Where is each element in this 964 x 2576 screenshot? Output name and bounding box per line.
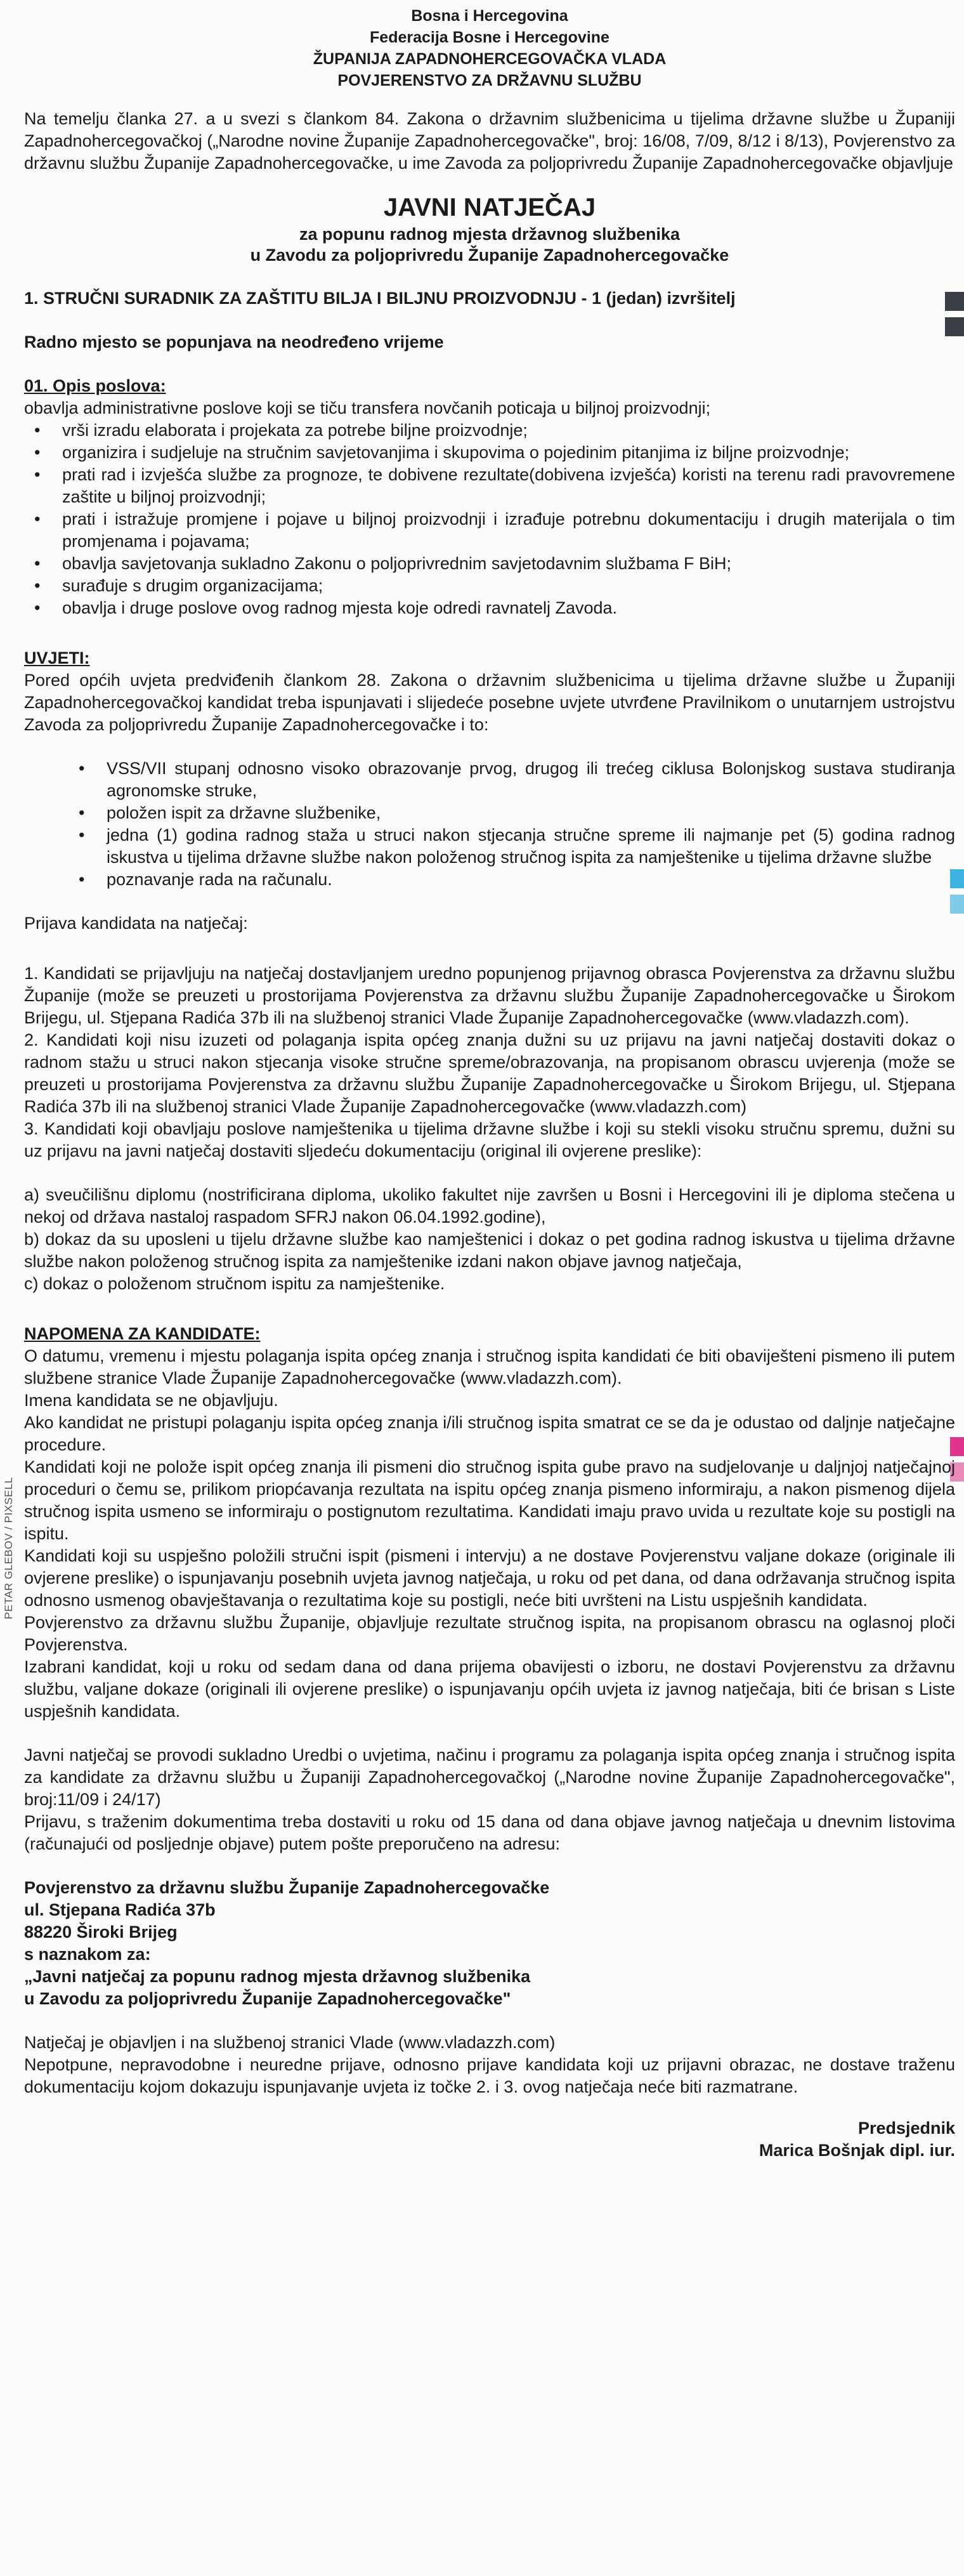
subtitle-line-1: za popunu radnog mjesta državnog službenika bbox=[299, 225, 681, 244]
duty-item: • vrši izradu elaborata i projekata za potrebe biljne proizvodnje; bbox=[62, 419, 955, 442]
header-country: Bosna i Hercegovina bbox=[411, 7, 568, 25]
mailing-address bbox=[24, 1877, 955, 2010]
note-paragraph: Imena kandidata se ne objavljuju. bbox=[24, 1391, 278, 1410]
duty-item: • organizira i sudjeluje na stručnim savjetovanjima i skupovima o pojedinim pitanjima iz biljne proizvodnje; bbox=[62, 442, 955, 464]
intro-paragraph: Na temelju članka 27. a u svezi s člankom 84. Zakona o državnim službenicima u tijelima državne službe u Županiji Zapadnohercegovačkoj („Narodne novine Županije Zapadnohercegovačke", broj: 16/08, 7/09, 8/12 i 8/13), Povjerenstvo za državnu službu Županije Zapadnohercegovačke, u ime Zavoda za poljoprivredu Županije Zapadnohercegovačke objavljuje bbox=[24, 109, 955, 173]
note-heading: NAPOMENA ZA KANDIDATE: bbox=[24, 1324, 261, 1343]
signature-block bbox=[24, 2117, 955, 2162]
condition-item: • VSS/VII stupanj odnosno visoko obrazovanje prvog, drugog ili trećeg ciklusa Bolonjskog sustava studiranja agronomske struke, bbox=[107, 758, 955, 802]
header-government: ŽUPANIJA ZAPADNOHERCEGOVAČKA VLADA bbox=[313, 50, 667, 68]
condition-item: • jedna (1) godina radnog staža u struci nakon stjecanja stručne spreme ili najmanje pet (5) godina radnog iskustva u tijelima državne službe nakon položenog stručnog ispita za namještenike u tijelima državne službe bbox=[107, 824, 955, 869]
duties-intro: obavlja administrativne poslove koji se tiču transfera novčanih poticaja u biljnoj proizvodnji; bbox=[24, 398, 711, 417]
note-paragraph: O datumu, vremenu i mjestu polaganja ispita općeg znanja i stručnog ispita kandidati će biti obaviješteni pismeno ili putem službene stranice Vlade Županije Zapadnohercegovačke (www.vladazzh.com). bbox=[24, 1346, 955, 1388]
conditions-list bbox=[24, 758, 955, 891]
duty-item: • prati rad i izvješća službe za prognoze, te dobivene rezultate(dobivena izvješća) koristi na terenu radi pravovremene zaštite u biljnoj proizvodnji; bbox=[62, 464, 955, 508]
closing-incomplete-note: Nepotpune, nepravodobne i neuredne prijave, odnosno prijave kandidata koji uz prijavni obrazac, ne dostave traženu dokumentaciju kojom dokazuju ispunjavanje uvjeta iz točke 2. i 3. ovog natječaja neće biti razmatrane. bbox=[24, 2055, 955, 2096]
address-recipient: Povjerenstvo za državnu službu Županije Zapadnohercegovačke bbox=[24, 1878, 550, 1897]
announcement bbox=[24, 0, 955, 2162]
photo-credit-text: PETAR GLEBOV / PIXSELL bbox=[3, 1476, 15, 1620]
condition-item: • poznavanje rada na računalu. bbox=[107, 869, 955, 891]
duty-item: • obavlja savjetovanja sukladno Zakonu o poljoprivrednim savjetodavnim službama F BiH; bbox=[62, 553, 955, 575]
conditions-text: Pored općih uvjeta predviđenih člankom 28. Zakona o državnim službenicima u tijelima državne službe u Županiji Zapadnohercegovačkoj kandidat treba ispunjavati i slijedeće posebne uvjete utvrđene Pravilnikom o unutarnjem ustrojstvu Zavoda za poljoprivredu Županije Zapadnohercegovačke i to: bbox=[24, 671, 955, 734]
note-paragraph: Kandidati koji su uspješno položili stručni ispit (pismeni i intervju) a ne dostave Povjerenstvu valjane dokaze (originale ili ovjerene preslike) o ispunjavanju posebnih uvjeta javnog natječaja, u roku od pet dana, od dana održavanja stručnog ispita odnosno usmenog obavještavanja o rezultatima koje su postigli, neće biti uvršteni na Listu uspješnih kandidata. bbox=[24, 1546, 955, 1610]
procedure-paragraph-2: Prijavu, s traženim dokumentima treba dostaviti u roku od 15 dana od dana objave javnog natječaja u dnevnim listovima (računajući od posljednje objave) putem pošte preporučeno na adresu: bbox=[24, 1812, 955, 1853]
application-point-2: 2. Kandidati koji nisu izuzeti od polaganja ispita općeg znanja dužni su uz prijavu na javni natječaj dostaviti dokaz o radnom stažu u struci nakon stjecanja visoke stručne spreme/obrazovanja, na propisanom obrascu uvjerenja (može se preuzeti u prostorijama Povjerenstva za državnu službu Županije Zapadnohercegovačke u Širokom Brijegu, ul. Stjepana Radića 37b ili na službenoj stranici Vlade Županije Zapadnohercegovačke (www.vladazzh.com) bbox=[24, 1030, 955, 1116]
application-heading: Prijava kandidata na natječaj: bbox=[24, 914, 248, 933]
duty-item: • surađuje s drugim organizacijama; bbox=[62, 575, 955, 597]
position-duration: Radno mjesto se popunjava na neodređeno vrijeme bbox=[24, 332, 444, 352]
note-paragraph: Ako kandidat ne pristupi polaganju ispita općeg znanja i/ili stručnog ispita smatrat ce se da je odustao od daljnje natječajne procedure. bbox=[24, 1413, 955, 1454]
application-point-1: 1. Kandidati se prijavljuju na natječaj dostavljanjem uredno popunjenog prijavnog obrasca Povjerenstva za državnu službu Županije (može se preuzeti u prostorijama Povjerenstva za državnu službu Županije Zapadnohercegovačke u Širokom Brijegu, ul. Stjepana Radića 37b ili na službenoj stranici Vlade Županije Zapadnohercegovačke (www.vladazzh.com). bbox=[24, 964, 955, 1027]
address-marking-label: s naznakom za: bbox=[24, 1945, 151, 1964]
duty-item: • prati i istražuje promjene i pojave u biljnoj proizvodnji i izrađuje potrebnu dokumentaciju i drugih materijala o tim promjenama i pojavama; bbox=[62, 508, 955, 553]
duty-item: • obavlja i druge poslove ovog radnog mjesta koje odredi ravnatelj Zavoda. bbox=[62, 597, 955, 619]
note-paragraph: Izabrani kandidat, koji u roku od sedam dana od dana prijema obavijesti o izboru, ne dostavi Povjerenstvu za državnu službu, valjane dokaze (originali ili ovjerene preslike) o ispunjavanju općih uvjeta iz javnog natječaja, biti će brisan s Liste uspješnih kandidata. bbox=[24, 1657, 955, 1721]
signature-role: Predsjednik bbox=[857, 2119, 955, 2138]
address-city: 88220 Široki Brijeg bbox=[24, 1922, 178, 1942]
application-doc-a: a) sveučilišnu diplomu (nostrificirana diploma, ukoliko fakultet nije završen u Bosni i Hercegovini ili je diploma stečena u nekoj od država nastaloj raspadom SFRJ nakon 06.04.1992.godine), bbox=[24, 1185, 955, 1226]
position-title: 1. STRUČNI SURADNIK ZA ZAŠTITU BILJA I BILJNU PROIZVODNJU - 1 (jedan) izvršitelj bbox=[24, 289, 736, 308]
issuer-header bbox=[24, 0, 955, 91]
subtitle-line-2: u Zavodu za poljoprivredu Županije Zapadnohercegovačke bbox=[250, 246, 729, 265]
note-paragraph: Povjerenstvo za državnu službu Županije, objavljuje rezultate stručnog ispita, na propisanom obrascu na oglasnoj ploči Povjerenstva. bbox=[24, 1613, 955, 1654]
header-federation: Federacija Bosne i Hercegovine bbox=[370, 29, 609, 46]
signature-name: Marica Bošnjak dipl. iur. bbox=[759, 2141, 955, 2160]
application-doc-b: b) dokaz da su uposleni u tijelu državne službe kao namještenici i dokaz o pet godina radnog iskustva u tijelima državne službe nakon položenog stručnog ispita za namještenike izdani nakon objave javnog natječaja, bbox=[24, 1230, 955, 1271]
address-marking-line-2: u Zavodu za poljoprivredu Županije Zapadnohercegovačke" bbox=[24, 1989, 511, 2008]
conditions-heading: UVJETI: bbox=[24, 648, 90, 667]
note-paragraph: Kandidati koji ne polože ispit općeg znanja ili pismeni dio stručnog ispita gube pravo na sudjelovanje u daljnjoj natječajnoj proceduri o čemu se, prilikom priopćavanja rezultata na ispitu općeg znanja pismeno informiraju, a nakon pismenog dijela stručnog ispita usmeno se informiraju o postignutom rezultatima. Kandidati imaju pravo uvida u rezultate koje su postigli na ispitu. bbox=[24, 1457, 955, 1543]
announcement-title: JAVNI NATJEČAJ bbox=[383, 194, 596, 221]
condition-item: • položen ispit za državne službenike, bbox=[107, 802, 955, 824]
header-commission: POVJERENSTVO ZA DRŽAVNU SLUŽBU bbox=[337, 72, 642, 89]
address-marking-line-1: „Javni natječaj za popunu radnog mjesta državnog službenika bbox=[24, 1967, 531, 1986]
procedure-paragraph-1: Javni natječaj se provodi sukladno Uredbi o uvjetima, načinu i programu za polaganja ispita općeg znanja i stručnog ispita za kandidate za državnu službu u Županiji Zapadnohercegovačkoj („Narodne novine Županije Zapadnohercegovačke", broj:11/09 i 24/17) bbox=[24, 1745, 955, 1809]
application-point-3: 3. Kandidati koji obavljaju poslove namještenika u tijelima državne službe i koji su stekli visoku stručnu spremu, dužni su uz prijavu na javni natječaj dostaviti sljedeću dokumentaciju (original ili ovjerene preslike): bbox=[24, 1119, 955, 1160]
application-doc-c: c) dokaz o položenom stručnom ispitu za namještenike. bbox=[24, 1274, 445, 1293]
address-street: ul. Stjepana Radića 37b bbox=[24, 1900, 216, 1919]
duties-list bbox=[24, 419, 955, 619]
closing-publication-note: Natječaj je objavljen i na službenoj stranici Vlade (www.vladazzh.com) bbox=[24, 2033, 556, 2052]
duties-heading: 01. Opis poslova: bbox=[24, 376, 166, 395]
photo-credit-vertical bbox=[0, 1415, 18, 1681]
